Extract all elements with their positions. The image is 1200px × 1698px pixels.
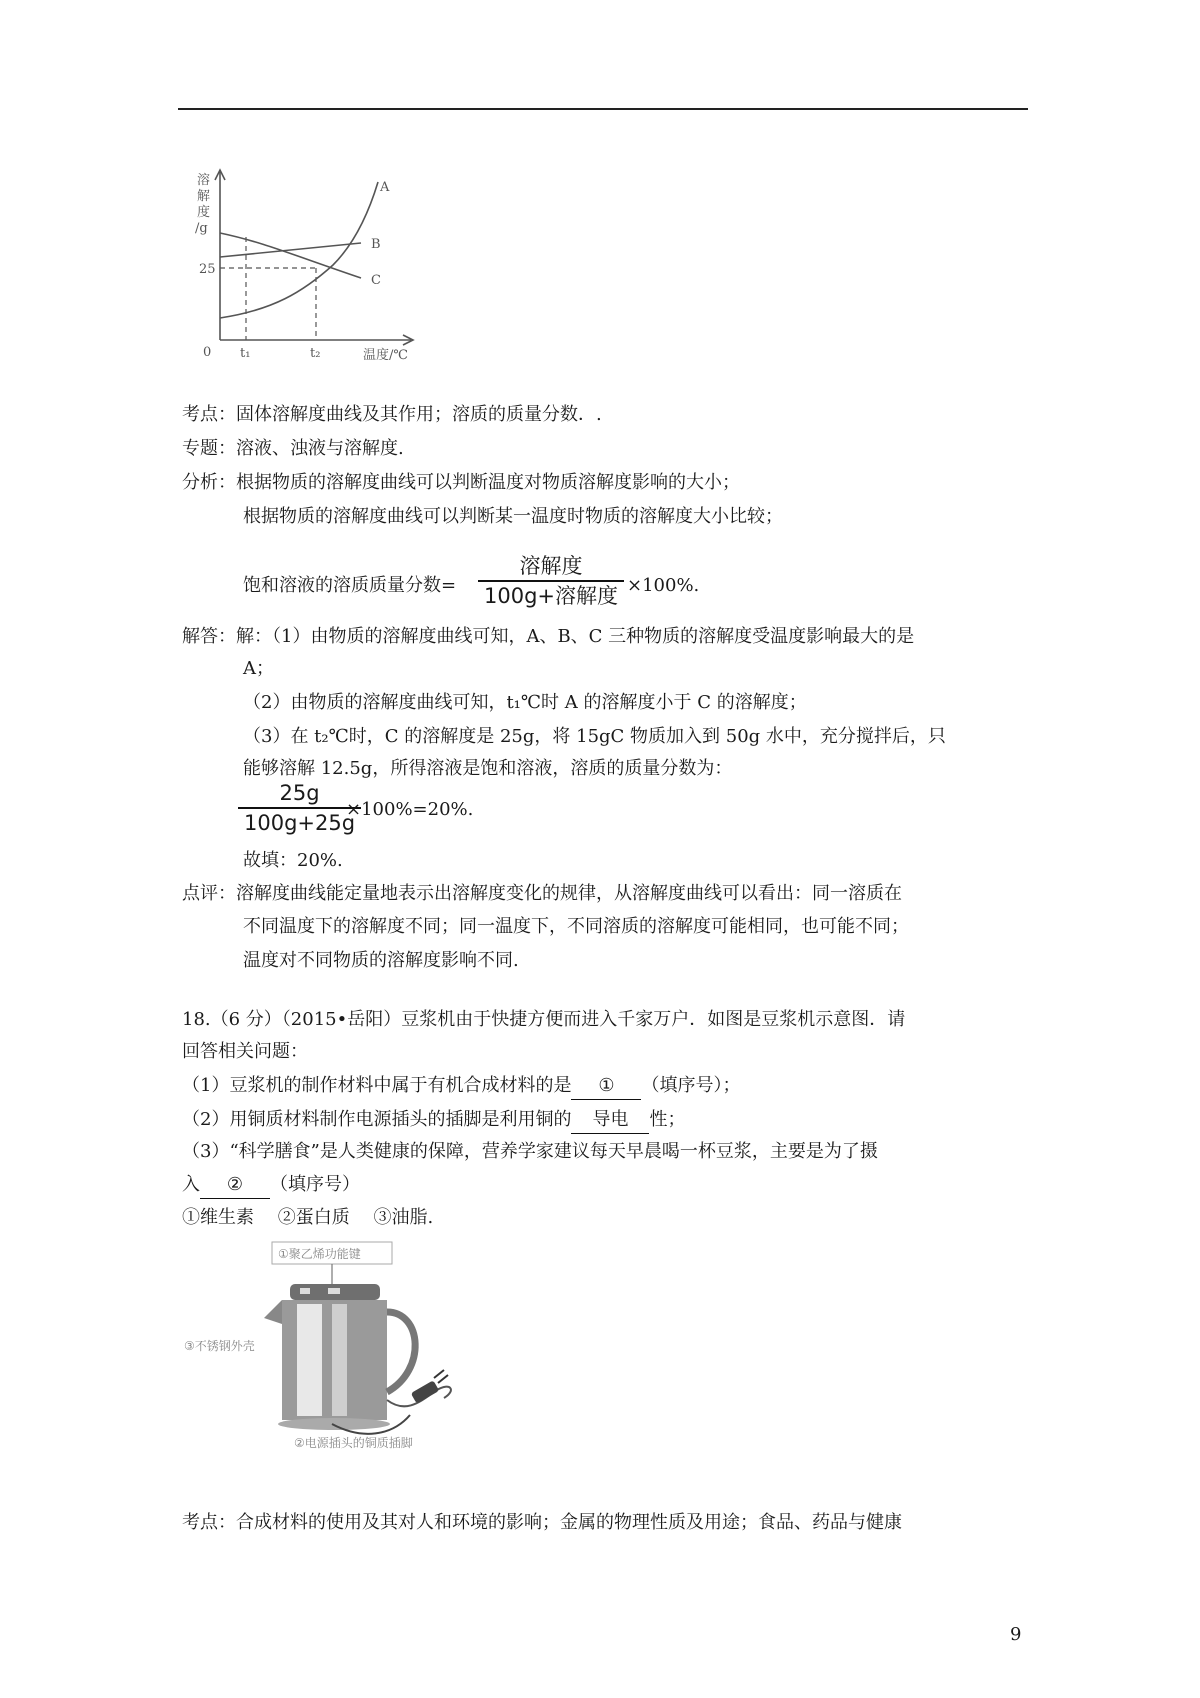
y-label-4: /g (195, 221, 208, 236)
q17-jieda-1: 解答：解：（1）由物质的溶解度曲线可知，A、B、C 三种物质的溶解度受温度影响最大的是 (182, 626, 915, 647)
q17-jieda-5: 能够溶解 12.5g，所得溶液是饱和溶液，溶质的质量分数为： (243, 758, 733, 779)
q17-calc-suffix: ×100%=20%. (346, 799, 474, 820)
y-label-2: 解 (197, 189, 211, 204)
q18-part-3b (182, 1172, 360, 1199)
curve-label-b: B (371, 237, 381, 252)
formula-numerator: 溶解度 (519, 554, 583, 578)
q17-fenxi-2: 根据物质的溶解度曲线可以判断某一温度时物质的溶解度大小比较； (243, 506, 783, 527)
calc-numerator: 25g (279, 781, 320, 805)
q18-answer-1: ① (571, 1073, 641, 1100)
q17-dianping-1: 点评：溶解度曲线能定量地表示出溶解度变化的规律，从溶解度曲线可以看出：同一溶质在 (182, 883, 902, 904)
q18-part-3: （3）“科学膳食”是人类健康的保障，营养学家建议每天早晨喝一杯豆浆，主要是为了摄 (182, 1141, 878, 1162)
y-tick-25: 25 (199, 262, 216, 277)
q17-calc-fraction (238, 779, 361, 837)
label-copper-pins: ②电源插头的铜质插脚 (294, 1436, 413, 1450)
page-number: 9 (1010, 1624, 1022, 1645)
curve-a (220, 182, 378, 318)
calc-denominator: 100g+25g (238, 807, 361, 837)
q18-options: ①维生素 ②蛋白质 ③油脂. (182, 1207, 434, 1228)
q18-part-1-post: （填序号）； (641, 1075, 741, 1096)
q17-dianping-2: 不同温度下的溶解度不同；同一温度下，不同溶质的溶解度可能相同，也可能不同； (243, 916, 909, 937)
q18-kaodian: 考点：合成材料的使用及其对人和环境的影响；金属的物理性质及用途；食品、药品与健康 (182, 1512, 902, 1533)
q18-part-2-pre: （2）用铜质材料制作电源插头的插脚是利用铜的 (182, 1109, 572, 1130)
x-axis-label: 温度/℃ (363, 348, 408, 360)
curve-label-a: A (380, 180, 390, 195)
x-tick-t1: t₁ (240, 346, 251, 360)
y-label-1: 溶 (197, 173, 211, 188)
q17-fenxi-1: 分析：根据物质的溶解度曲线可以判断温度对物质溶解度影响的大小； (182, 472, 740, 493)
q17-kaodian: 考点：固体溶解度曲线及其作用；溶质的质量分数．. (182, 404, 602, 425)
q18-part-3b-pre: 入 (182, 1174, 200, 1195)
q17-dianping-3: 温度对不同物质的溶解度影响不同. (243, 950, 519, 971)
q18-part-2 (182, 1107, 685, 1134)
q18-answer-2: 导电 (571, 1107, 649, 1134)
q18-answer-3: ② (200, 1172, 270, 1199)
q18-stem-1: 18.（6 分）（2015•岳阳）豆浆机由于快捷方便而进入千家万户．如图是豆浆机示意图．请 (182, 1009, 906, 1030)
curve-label-c: C (371, 273, 381, 288)
origin-label: 0 (203, 345, 212, 360)
soymilk-machine-icon (264, 1264, 451, 1434)
q17-jieda-2: A； (243, 658, 274, 679)
q18-part-3-post: （填序号） (270, 1174, 360, 1195)
q17-jieda-4: （3）在 t₂℃时，C 的溶解度是 25g，将 15gC 物质加入到 50g 水中，充分搅拌后，只 (243, 726, 946, 747)
y-label-3: 度 (197, 205, 211, 220)
solubility-graph (183, 160, 443, 360)
x-tick-t2: t₂ (310, 346, 321, 360)
q18-stem-2: 回答相关问题： (182, 1041, 308, 1062)
q17-formula-fraction (478, 552, 624, 610)
q17-guti: 故填：20%. (243, 850, 343, 871)
q17-jieda-3: （2）由物质的溶解度曲线可知，t₁℃时 A 的溶解度小于 C 的溶解度； (243, 692, 807, 713)
q17-formula-prefix: 饱和溶液的溶质质量分数= (243, 575, 457, 596)
curve-b (220, 243, 361, 257)
q18-part-2-post: 性； (649, 1109, 686, 1130)
q18-part-1-pre: （1）豆浆机的制作材料中属于有机合成材料的是 (182, 1075, 572, 1096)
q18-part-1 (182, 1073, 740, 1100)
q17-zhuanti: 专题：溶液、浊液与溶解度. (182, 438, 404, 459)
formula-denominator: 100g+溶解度 (478, 580, 624, 610)
q17-formula-suffix: ×100%. (627, 575, 700, 596)
label-steel-shell: ③不锈钢外壳 (184, 1339, 255, 1353)
header-rule (178, 108, 1028, 110)
soymilk-machine-figure (182, 1240, 502, 1465)
label-function-keys: ①聚乙烯功能键 (278, 1247, 361, 1261)
